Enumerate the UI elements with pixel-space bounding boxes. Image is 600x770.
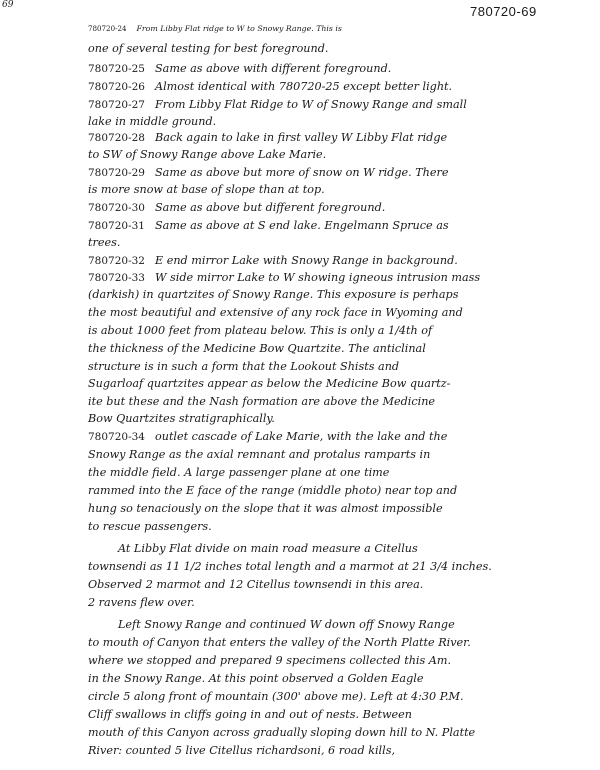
note-text: townsendi as 11 1/2 inches total length and a marmot at 21 3/4 inches.	[88, 560, 492, 573]
catalog-number: 780720-27	[88, 99, 145, 111]
note-text: (darkish) in quartzites of Snowy Range. This exposure is perhaps	[88, 288, 459, 301]
note-text: in the Snowy Range. At this point observed a Golden Eagle	[88, 672, 424, 685]
catalog-number: 780720-34	[88, 431, 145, 443]
catalog-number: 780720-25	[88, 63, 145, 75]
note-text: to SW of Snowy Range above Lake Marie.	[88, 148, 327, 161]
note-text: At Libby Flat divide on main road measure a Citellus	[118, 542, 418, 555]
catalog-number: 780720-30	[88, 202, 145, 214]
page-number: 69	[2, 0, 14, 10]
note-text: Almost identical with 780720-25 except better light.	[155, 80, 453, 93]
note-text: River: counted 5 live Citellus richardsoni, 6 road kills,	[88, 744, 396, 757]
note-text: Same as above at S end lake. Engelmann Spruce as	[155, 219, 449, 232]
note-line	[88, 520, 212, 534]
note-line	[88, 98, 467, 112]
note-line	[88, 201, 385, 215]
note-text: Same as above but different foreground.	[155, 201, 386, 214]
note-text: Same as above but more of snow on W ridge. There	[155, 166, 449, 179]
note-line	[88, 377, 450, 391]
catalog-number: 780720-28	[88, 132, 145, 144]
note-text: Same as above with different foreground.	[155, 62, 392, 75]
note-text: Left Snowy Range and continued W down off Snowy Range	[118, 618, 455, 631]
note-text: circle 5 along front of mountain (300' above me). Left at 4:30 P.M.	[88, 690, 464, 703]
note-text: one of several testing for best foreground.	[88, 42, 329, 55]
note-line	[88, 62, 391, 76]
note-line	[88, 726, 475, 740]
note-line	[88, 236, 120, 250]
note-text: Observed 2 marmot and 12 Citellus townsendi in this area.	[88, 578, 424, 591]
note-text: Bow Quartzites stratigraphically.	[88, 412, 275, 425]
note-line	[88, 360, 399, 374]
note-line	[118, 542, 418, 556]
note-text: is about 1000 feet from plateau below. This is only a 1/4th of	[88, 324, 433, 337]
note-line	[88, 690, 464, 704]
catalog-number: 780720-29	[88, 167, 145, 179]
note-text: Cliff swallows in cliffs going in and out of nests. Between	[88, 708, 412, 721]
note-text: W side mirror Lake to W showing igneous intrusion mass	[155, 271, 481, 284]
note-text: where we stopped and prepared 9 specimens collected this Am.	[88, 654, 452, 667]
note-text: hung so tenaciously on the slope that it was almost impossible	[88, 502, 443, 515]
catalog-number: 780720-31	[88, 220, 145, 232]
note-text: trees.	[88, 236, 121, 249]
note-line	[88, 560, 492, 574]
note-text: lake in middle ground.	[88, 115, 217, 128]
note-line	[88, 654, 451, 668]
note-line	[118, 618, 455, 632]
note-line	[88, 183, 325, 197]
note-text: 2 ravens flew over.	[88, 596, 195, 609]
note-line	[88, 744, 395, 758]
note-line	[88, 596, 195, 610]
note-line	[88, 448, 430, 462]
note-text: the middle field. A large passenger plane at one time	[88, 466, 390, 479]
note-text: ite but these and the Nash formation are above the Medicine	[88, 395, 436, 408]
note-line	[88, 578, 423, 592]
note-line	[88, 166, 448, 180]
note-line	[88, 306, 463, 320]
document-id: 780720-69	[470, 4, 537, 19]
catalog-number: 780720-24	[88, 24, 127, 33]
note-line	[88, 412, 275, 426]
note-line	[88, 80, 452, 94]
note-text: rammed into the E face of the range (middle photo) near top and	[88, 484, 458, 497]
note-text: to rescue passengers.	[88, 520, 212, 533]
catalog-number: 780720-32	[88, 255, 145, 267]
note-text: the most beautiful and extensive of any rock face in Wyoming and	[88, 306, 463, 319]
note-line	[88, 324, 432, 338]
catalog-number: 780720-33	[88, 272, 145, 284]
note-text: structure is in such a form that the Lookout Shists and	[88, 360, 400, 373]
note-line	[88, 271, 480, 285]
note-text: Back again to lake in first valley W Libby Flat ridge	[155, 131, 448, 144]
note-line	[88, 466, 389, 480]
note-text: the thickness of the Medicine Bow Quartzite. The anticlinal	[88, 342, 426, 355]
note-line	[88, 148, 326, 162]
note-text: E end mirror Lake with Snowy Range in background.	[155, 254, 458, 267]
note-text: Sugarloaf quartzites appear as below the Medicine Bow quartz-	[88, 377, 451, 390]
note-line	[88, 254, 458, 268]
note-line	[88, 430, 447, 444]
note-line	[88, 219, 449, 233]
note-line	[88, 22, 600, 36]
note-text: mouth of this Canyon across gradually sloping down hill to N. Platte	[88, 726, 476, 739]
note-line	[88, 342, 426, 356]
note-text: Snowy Range as the axial remnant and protalus ramparts in	[88, 448, 431, 461]
note-line	[88, 636, 471, 650]
note-line	[88, 42, 328, 56]
note-text: From Libby Flat Ridge to W of Snowy Range and small	[155, 98, 467, 111]
note-line	[88, 131, 447, 145]
note-line	[88, 708, 412, 722]
note-text: to mouth of Canyon that enters the valley of the North Platte River.	[88, 636, 471, 649]
note-line	[88, 502, 443, 516]
note-text: is more snow at base of slope than at top.	[88, 183, 325, 196]
catalog-number: 780720-26	[88, 81, 145, 93]
note-line	[88, 288, 458, 302]
note-line	[88, 115, 216, 129]
note-text: From Libby Flat ridge to W to Snowy Range. This is	[136, 24, 342, 33]
note-line	[88, 672, 423, 686]
note-line	[88, 395, 435, 409]
note-line	[88, 484, 457, 498]
note-text: outlet cascade of Lake Marie, with the lake and the	[155, 430, 448, 443]
